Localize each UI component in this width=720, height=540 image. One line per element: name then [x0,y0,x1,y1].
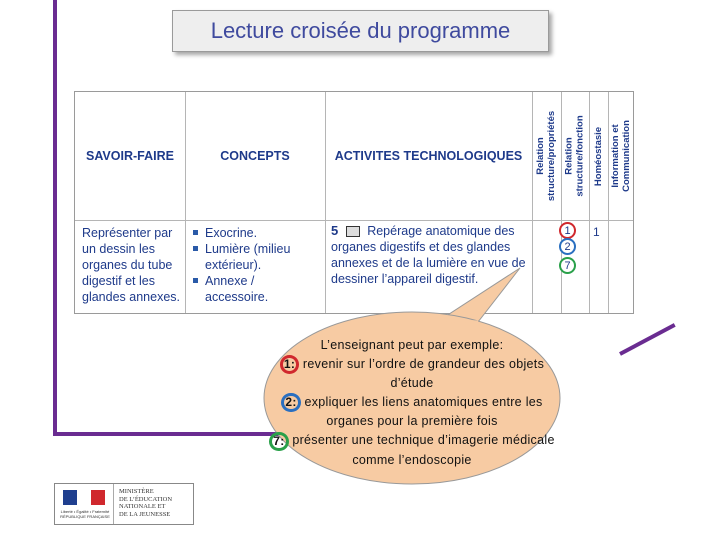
header-savoir-faire: SAVOIR-FAIRE [86,149,174,163]
speech-bubble-join [440,320,478,322]
activity-text: Repérage anatomique des organes digestifs et des glandes annexes et de la lumière en vue de dessiner l’appareil digestif. [331,224,526,286]
ministry-name [114,484,193,524]
ministry-line: MINISTÈRE [119,488,154,495]
marianne-logo [55,484,114,524]
bubble-item-text: présenter une technique d’imagerie médicale comme l’endoscopie [288,433,555,467]
bubble-intro: L’enseignant peut par exemple: [320,338,504,352]
tag-2: 2: [281,393,300,412]
logo-caption: Liberté • Égalité • Fraternité RÉPUBLIQUE FRANÇAISE [60,509,110,519]
cell-savoir-faire: Représenter par un dessin les organes du tube digestif et les glandes annexes. [82,226,180,304]
concept-item: Lumière (milieu extérieur). [191,241,321,273]
bubble-text [262,336,562,470]
ministry-line: DE L’ÉDUCATION [119,495,173,503]
page-title: Lecture croisée du programme [210,18,511,43]
mark-circle-2: 2 [559,238,576,255]
header-concepts: CONCEPTS [220,149,290,163]
mark-homeostasie-1: 1 [593,225,600,239]
concept-item: Exocrine. [191,225,321,241]
ministry-line: DE LA JEUNESSE [119,510,171,518]
header-label: Information et Communication [609,120,632,192]
bubble-item-text: expliquer les liens anatomiques entre les organes pour la première fois [300,395,543,429]
ministry-line: NATIONALE ET [119,503,166,510]
flag-icon [63,490,105,505]
bubble-item-2 [262,393,562,431]
bubble-item-7 [262,431,562,469]
activity-number: 5 [331,223,339,238]
bubble-item-1 [262,355,562,393]
tag-7: 7: [269,432,288,451]
bubble-item-text: revenir sur l’ordre de grandeur des objets d’étude [299,357,545,391]
mark-circle-7: 7 [559,257,576,274]
header-label: Relation structure/fonction [564,115,586,197]
ministry-logo [54,483,194,525]
tag-1: 1: [280,355,299,374]
header-label: Homéostasie [593,126,605,186]
concept-item: Annexe / accessoire. [191,273,321,305]
speech-bubble-tail [440,268,520,322]
header-activites: ACTIVITES TECHNOLOGIQUES [334,149,523,163]
header-label: Relation structure/propriétés [535,110,558,202]
mark-circle-1: 1 [559,222,576,239]
